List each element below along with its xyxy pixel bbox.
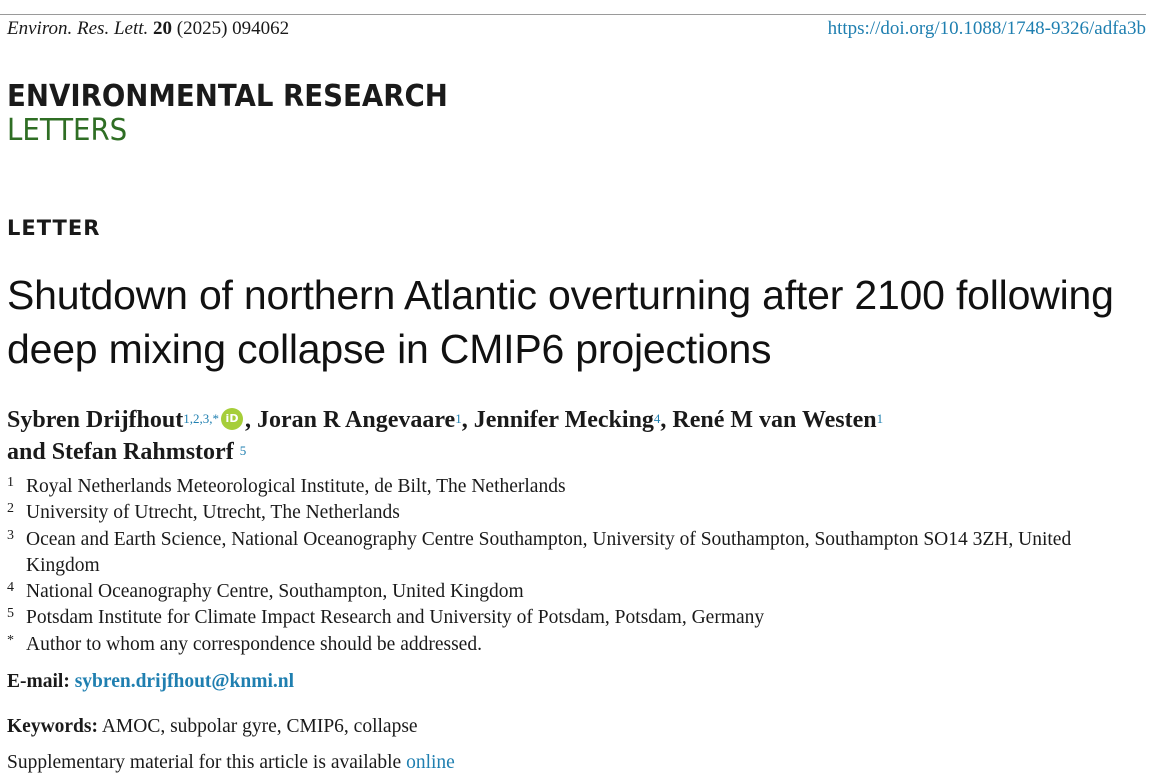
header-rule	[0, 14, 1146, 15]
email-label: E-mail:	[7, 671, 70, 692]
journal-abbrev: Environ. Res. Lett.	[7, 18, 149, 39]
journal-logo-line2: LETTERS	[7, 113, 128, 148]
keywords-text: AMOC, subpolar gyre, CMIP6, collapse	[101, 716, 418, 737]
author-name: Jennifer Mecking	[473, 407, 654, 433]
affiliation-number: 5	[7, 606, 14, 622]
author-name: René M van Westen	[672, 407, 877, 433]
affiliation-number: 4	[7, 580, 14, 596]
author-affiliation-sup[interactable]: 5	[239, 443, 247, 458]
author-affiliation-sup[interactable]: 1	[876, 411, 884, 426]
supplementary-text: Supplementary material for this article is available	[7, 752, 402, 773]
author-affiliation-sup[interactable]: 1	[455, 411, 462, 426]
author-list	[7, 404, 1147, 468]
affiliation-text: Author to whom any correspondence should be addressed.	[26, 633, 482, 655]
affiliation-number: *	[7, 632, 14, 648]
journal-reference	[7, 18, 289, 40]
author-conjunction: and	[7, 439, 46, 465]
author-separator: ,	[245, 407, 251, 433]
article-type: LETTER	[7, 216, 101, 240]
contact-email	[7, 671, 294, 693]
author-separator: ,	[461, 407, 468, 433]
affiliation-item	[7, 527, 1147, 580]
journal-logo-line1: ENVIRONMENTAL RESEARCH	[7, 79, 448, 114]
keywords-label: Keywords:	[7, 716, 98, 737]
affiliation-number: 3	[7, 527, 14, 543]
journal-logo	[7, 79, 486, 148]
affiliation-item	[7, 500, 1147, 526]
running-header	[7, 18, 1146, 44]
journal-year-article: (2025) 094062	[176, 18, 290, 39]
author-name: Joran R Angevaare	[257, 407, 456, 433]
email-link[interactable]: sybren.drijfhout@knmi.nl	[74, 671, 295, 692]
author-affiliation-sup[interactable]: 1,2,3,*	[183, 411, 219, 426]
affiliation-text: Potsdam Institute for Climate Impact Research and University of Potsdam, Potsdam, Germany	[26, 607, 765, 629]
doi-link[interactable]: https://doi.org/10.1088/1748-9326/adfa3b	[827, 18, 1146, 39]
journal-volume: 20	[153, 18, 172, 39]
author-name: Stefan Rahmstorf	[51, 439, 234, 465]
affiliation-text: Ocean and Earth Science, National Oceanography Centre Southampton, University of Southampton, Southampton SO14 3ZH, United Kingdom	[26, 528, 1072, 576]
affiliation-item	[7, 632, 1147, 658]
supplementary-link[interactable]: online	[406, 752, 455, 773]
affiliation-number: 2	[7, 501, 14, 517]
supplementary-note	[7, 752, 455, 774]
orcid-icon[interactable]: iD	[221, 408, 243, 430]
affiliation-text: Royal Netherlands Meteorological Institute, de Bilt, The Netherlands	[26, 476, 566, 497]
affiliation-text: University of Utrecht, Utrecht, The Netherlands	[26, 502, 400, 524]
author-separator: ,	[660, 407, 667, 433]
article-title: Shutdown of northern Atlantic overturning after 2100 following deep mixing collapse in CMIP6 projections	[7, 272, 1114, 372]
affiliation-number: 1	[7, 475, 14, 490]
affiliation-item	[7, 605, 1147, 631]
affiliation-item	[7, 579, 1147, 605]
affiliation-item	[7, 474, 1147, 500]
affiliation-list	[7, 474, 1147, 658]
keywords	[7, 716, 418, 738]
author-affiliation-sup[interactable]: 4	[653, 411, 661, 426]
author-name: Sybren Drijfhout	[7, 407, 184, 433]
affiliation-text: National Oceanography Centre, Southampton, United Kingdom	[26, 581, 524, 603]
